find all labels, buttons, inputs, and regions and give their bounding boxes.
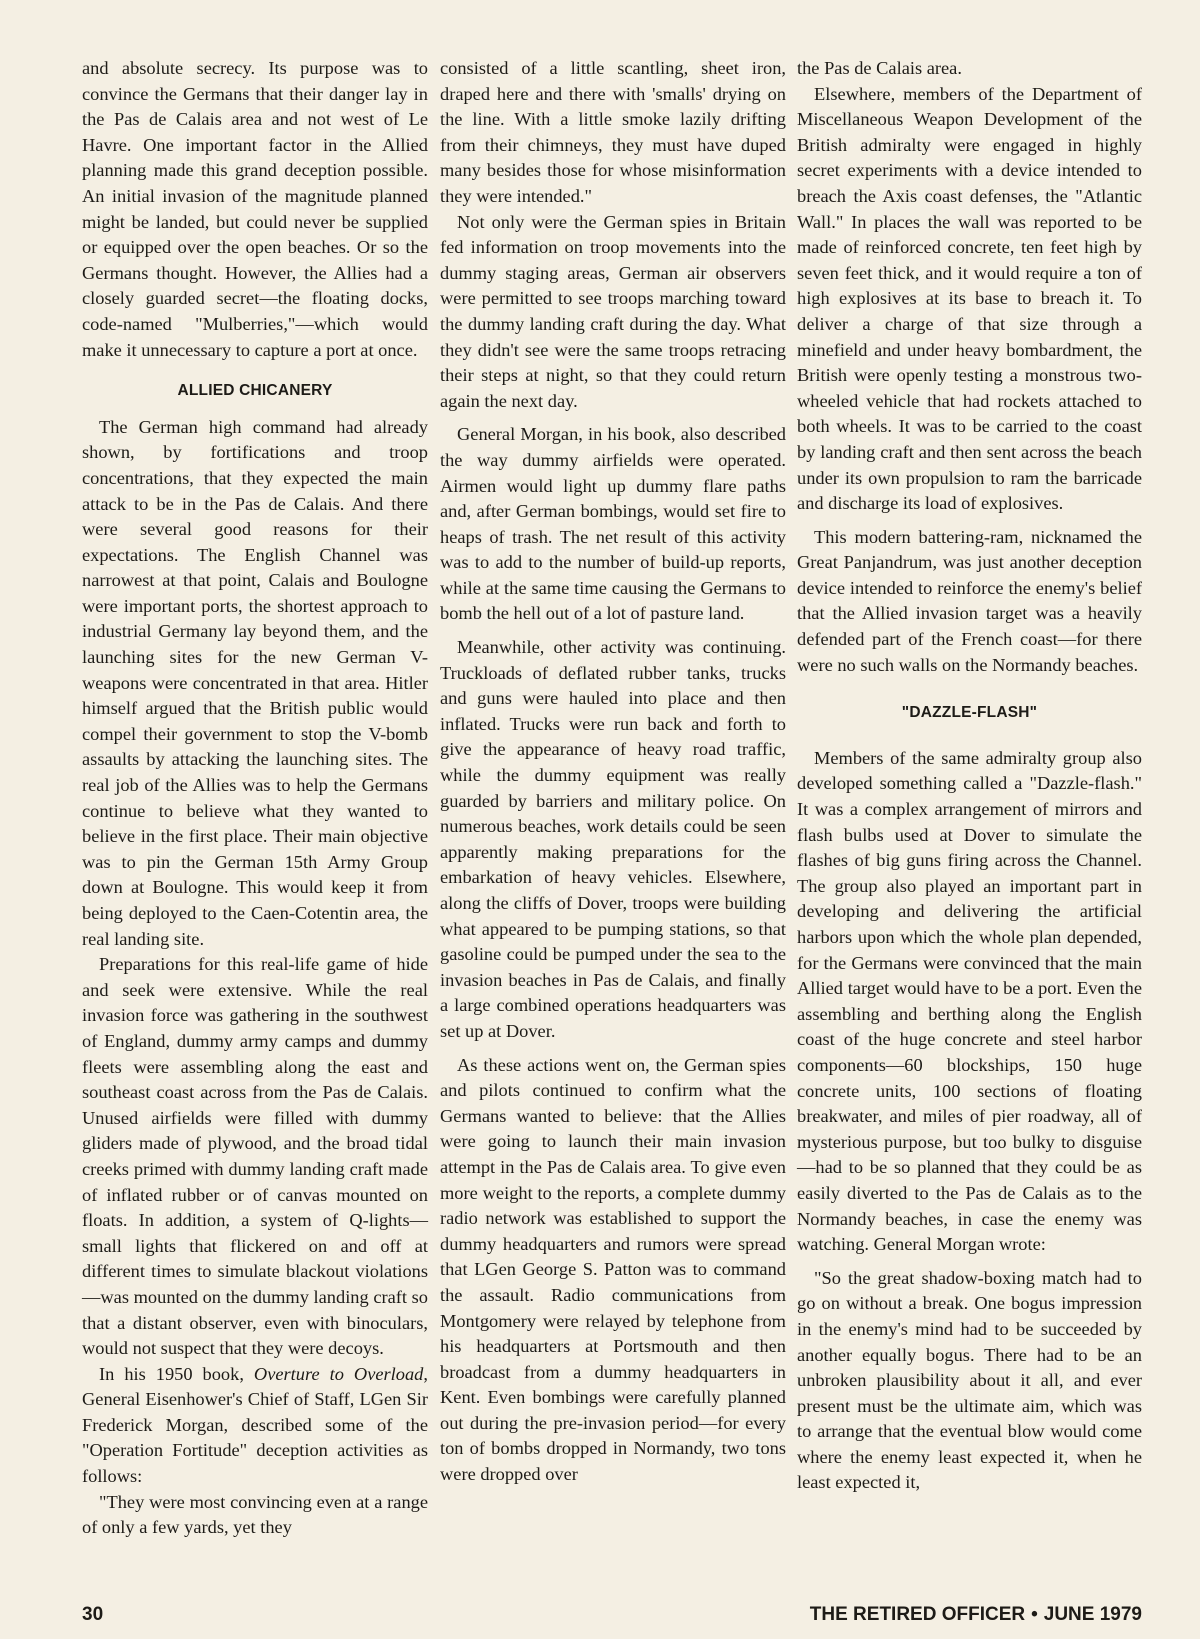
section-heading: ALLIED CHICANERY bbox=[177, 382, 333, 400]
running-footer bbox=[810, 1604, 1142, 1626]
paragraph: This modern battering-ram, nicknamed the Great Panjandrum, was just another deception device intended to reinforce the enemy's belief that the Allied invasion target was a heavily defended part of the French coast—for there were no such walls on the Normandy beaches. bbox=[797, 526, 1142, 675]
column-3 bbox=[797, 56, 1142, 1496]
paragraph: the Pas de Calais area. bbox=[797, 58, 962, 78]
paragraph: consisted of a little scantling, sheet iron, draped here and there with 'smalls' drying on the line. With a little smoke lazily drifting from their chimneys, they must have duped many besides those for whose misinformation they were intended." bbox=[440, 58, 786, 206]
paragraph bbox=[82, 1362, 428, 1490]
paragraph: Elsewhere, members of the Department of Miscellaneous Weapon Development of the British admiralty were engaged in highly secret experiments with a device intended to breach the Axis coast defenses, the "Atlantic Wall." In places the wall was reported to be made of reinforced concrete, ten feet high by seven feet thick, and it would require a ton of high explosives at its base to breach it. To deliver a charge of that size through a minefield and under heavy bombardment, the British were openly testing a monstrous two-wheeled vehicle that had rockets attached to both wheels. It was to be carried to the coast by landing craft and then sent across the beach under its own propulsion to ram the barricade and discharge its load of explosives. bbox=[797, 83, 1142, 514]
publication-name: THE RETIRED OFFICER bbox=[809, 1604, 1026, 1625]
paragraph-text: , General Eisenhower's Chief of Staff, LGen Sir Frederick Morgan, described some of the "Operation Fortitude" deception activities as follows: bbox=[82, 1363, 428, 1487]
column-1 bbox=[82, 56, 428, 1541]
paragraph: "They were most convincing even at a range of only a few yards, yet they bbox=[82, 1491, 428, 1538]
paragraph: General Morgan, in his book, also described the way dummy airfields were operated. Airmen would light up dummy flare paths and, after German bombings, would set fire to heaps of trash. The net result of this activity was to add to the number of build-up reports, while at the same time causing the Germans to bomb the hell out of a lot of pasture land. bbox=[440, 424, 786, 624]
book-title: Overture to Overload bbox=[253, 1363, 424, 1384]
section-heading: "DAZZLE-FLASH" bbox=[901, 704, 1038, 722]
paragraph: "So the great shadow-boxing match had to go on without a break. One bogus impression in the enemy's mind had to be succeeded by another equally bogus. There had to be an unbroken plausibility about it all, and ever present must be the ultimate aim, which was to arrange that the eventual blow would come where the enemy least expected it, when he least expected it, bbox=[797, 1267, 1142, 1493]
issue-date: JUNE 1979 bbox=[1043, 1604, 1142, 1625]
paragraph: The German high command had already shown, by fortifications and troop concentrations, that they expected the main attack to be in the Pas de Calais. And there were several good reasons for their expectations. The English Channel was narrowest at that point, Calais and Boulogne were important ports, the shortest approach to industrial Germany lay beyond them, and the launching sites for the new German V-weapons were concentrated in that area. Hitler himself argued that the British public would compel their government to stop the V-bomb assaults by attacking the launching sites. The real job of the Allies was to help the Germans continue to believe what they wanted to believe in the first place. Their main objective was to pin the German 15th Army Group down at Boulogne. This would keep it from being deployed to the Caen-Cotentin area, the real landing site. bbox=[82, 416, 428, 949]
column-2 bbox=[440, 56, 786, 1488]
paragraph: As these actions went on, the German spies and pilots continued to confirm what the Germans wanted to believe: that the Allies were going to launch their main invasion attempt in the Pas de Calais area. To give even more weight to the reports, a complete dummy radio network was established to support the dummy headquarters and rumors were spread that LGen George S. Patton was to command the assault. Radio communications from Montgomery were relayed by telephone from his headquarters at Portsmouth and then broadcast from a dummy headquarters in Kent. Even bombings were carefully planned out during the pre-invasion period—for every ton of bombs dropped in Normandy, two tons were dropped over bbox=[440, 1054, 786, 1485]
paragraph: Not only were the German spies in Britain fed information on troop movements into the dummy staging areas, German air observers were permitted to see troops marching toward the dummy landing craft during the day. What they didn't see were the same troops retracing their steps at night, so that they could return again the next day. bbox=[440, 211, 786, 411]
page-number: 30 bbox=[82, 1604, 104, 1625]
paragraph: Meanwhile, other activity was continuing. Truckloads of deflated rubber tanks, trucks and guns were hauled into place and then inflated. Trucks were run back and forth to give the appearance of heavy road traffic, while the dummy equipment was really guarded by barriers and military police. On numerous beaches, work details could be seen apparently making preparations for the embarkation of heavy vehicles. Elsewhere, along the cliffs of Dover, troops were building what appeared to be pumping stations, so that gasoline could be pumped under the sea to the invasion beaches in Pas de Calais, and finally a large combined operations headquarters was set up at Dover. bbox=[440, 637, 786, 1041]
paragraph: Members of the same admiralty group also developed something called a "Dazzle-flash." It was a complex arrangement of mirrors and flash bulbs used at Dover to simulate the flashes of big guns firing across the Channel. The group also played an important part in developing and delivering the artificial harbors upon which the whole plan depended, for the Germans were convinced that the main Allied target would have to be a port. Even the assembling and berthing along the English coast of the huge concrete and steel harbor components—60 blockships, 150 huge concrete units, 100 sections of floating breakwater, and miles of pier roadway, all of mysterious purpose, but too bulky to disguise—had to be so planned that they could be as easily diverted to the Pas de Calais as to the Normandy beaches, in case the enemy was watching. General Morgan wrote: bbox=[797, 747, 1142, 1255]
bullet-separator: • bbox=[1031, 1604, 1038, 1625]
paragraph: Preparations for this real-life game of hide and seek were extensive. While the real invasion force was gathering in the southwest of England, dummy army camps and dummy fleets were assembling along the east and southeast coast across from the Pas de Calais. Unused airfields were filled with dummy gliders made of plywood, and the broad tidal creeks primed with dummy landing craft made of inflated rubber or of canvas mounted on floats. In addition, a system of Q-lights—small lights that flickered on and off at different times to simulate blackout violations—was mounted on the dummy landing craft so that a distant observer, even with binoculars, would not suspect that they were decoys. bbox=[82, 954, 428, 1359]
paragraph-text: In his 1950 book, bbox=[99, 1363, 254, 1384]
paragraph: and absolute secrecy. Its purpose was to convince the Germans that their danger lay in the Pas de Calais area and not west of Le Havre. One important factor in the Allied planning made this grand deception possible. An initial invasion of the magnitude planned might be landed, but could never be supplied or equipped over the open beaches. Or so the Germans thought. However, the Allies had a closely guarded secret—the floating docks, code-named "Mulberries,"—which would make it unnecessary to capture a port at once. bbox=[82, 58, 428, 360]
